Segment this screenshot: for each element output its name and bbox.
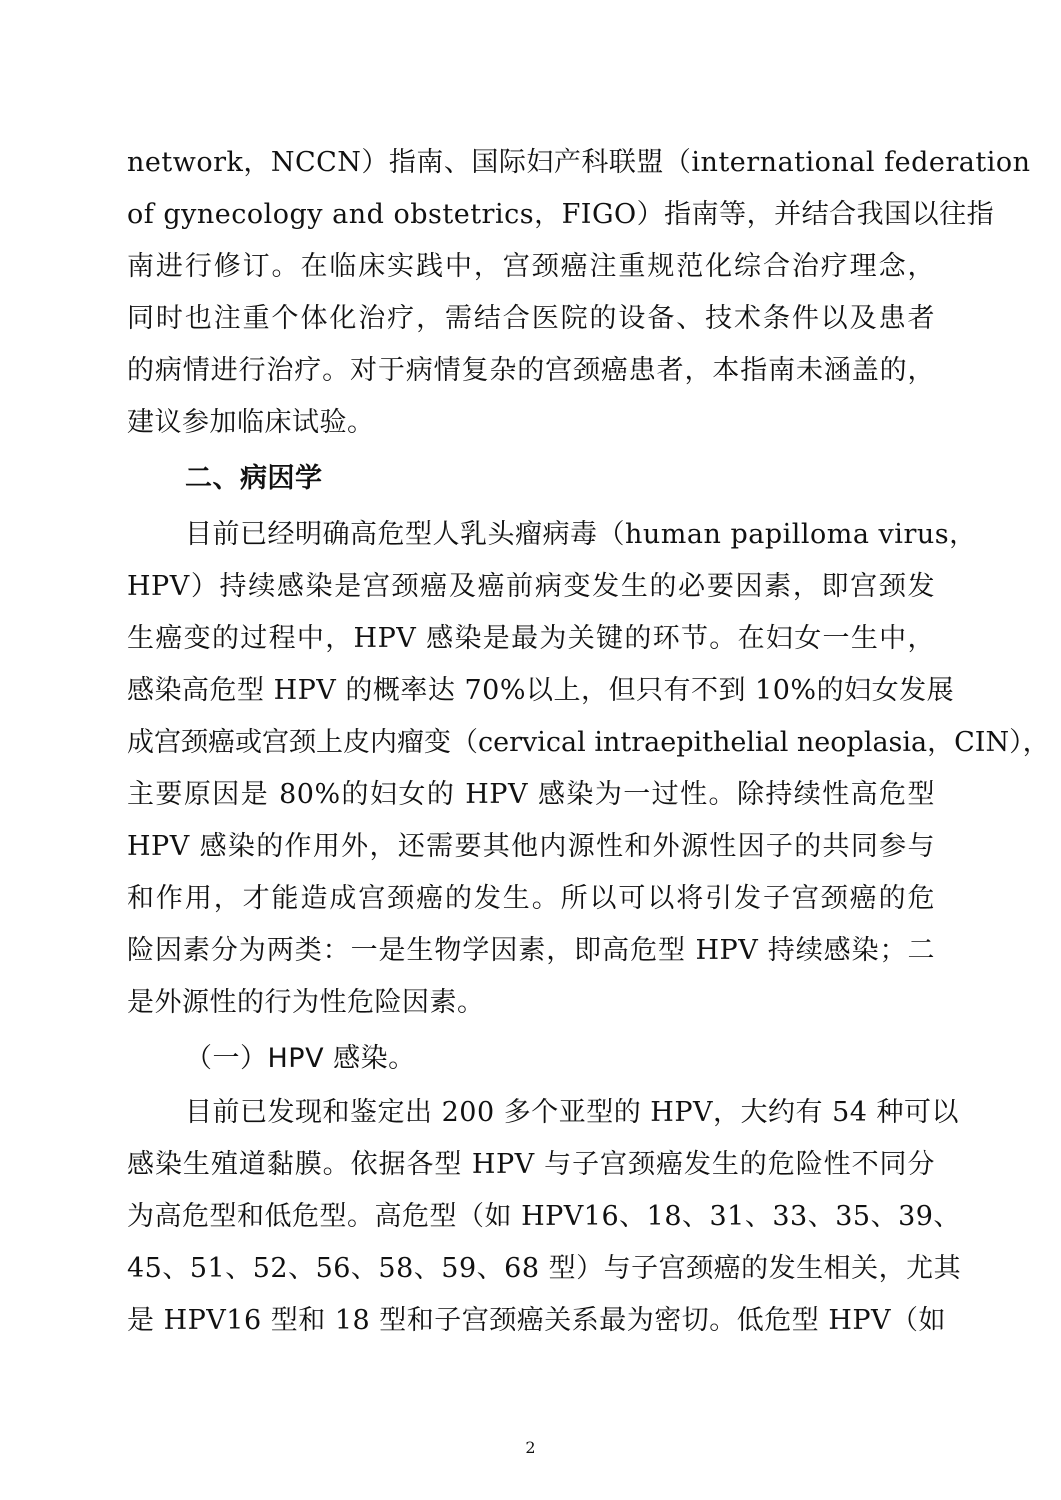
text-line-6: 建议参加临床试验。	[127, 407, 375, 438]
text-line-17: 是外源性的行为性危险因素。	[127, 987, 485, 1018]
text-line-10: 生癌变的过程中，HPV 感染是最为关键的环节。在妇女一生中，	[127, 623, 935, 654]
text-line-19: 目前已发现和鉴定出 200 多个亚型的 HPV，大约有 54 种可以	[185, 1097, 960, 1128]
text-line-1: network，NCCN）指南、国际妇产科联盟（international federation	[127, 147, 1031, 178]
text-line-15: 和作用，才能造成宫颈癌的发生。所以可以将引发子宫颈癌的危	[127, 883, 935, 914]
text-line-2: of gynecology and obstetrics，FIGO）指南等，并结合我国以往指	[127, 199, 995, 230]
text-line-12: 成宫颈癌或宫颈上皮内瘤变（cervical intraepithelial neoplasia，CIN），	[127, 727, 1050, 758]
text-line-9: HPV）持续感染是宫颈癌及癌前病变发生的必要因素，即宫颈发	[127, 571, 935, 602]
text-line-16: 险因素分为两类：一是生物学因素，即高危型 HPV 持续感染；二	[127, 935, 935, 966]
text-line-14: HPV 感染的作用外，还需要其他内源性和外源性因子的共同参与	[127, 831, 935, 862]
text-line-4: 同时也注重个体化治疗，需结合医院的设备、技术条件以及患者	[127, 303, 935, 334]
text-line-21: 为高危型和低危型。高危型（如 HPV16、18、31、33、35、39、	[127, 1201, 961, 1232]
text-line-23: 是 HPV16 型和 18 型和子宫颈癌关系最为密切。低危型 HPV（如	[127, 1305, 947, 1336]
text-line-13: 主要原因是 80%的妇女的 HPV 感染为一过性。除持续性高危型	[127, 779, 935, 810]
text-line-5: 的病情进行治疗。对于病情复杂的宫颈癌患者，本指南未涵盖的，	[127, 355, 935, 386]
text-line-8: 目前已经明确高危型人乳头瘤病毒（human papilloma virus，	[185, 519, 977, 550]
text-line-20: 感染生殖道黏膜。依据各型 HPV 与子宫颈癌发生的危险性不同分	[127, 1149, 935, 1180]
text-line-22: 45、51、52、56、58、59、68 型）与子宫颈癌的发生相关，尤其	[127, 1253, 962, 1284]
subsection-heading-hpv: （一）HPV 感染。	[185, 1043, 416, 1074]
text-line-3: 南进行修订。在临床实践中，宫颈癌注重规范化综合治疗理念，	[127, 251, 935, 282]
page-number: 2	[525, 1438, 536, 1457]
section-heading-etiology: 二、病因学	[185, 463, 323, 494]
text-line-11: 感染高危型 HPV 的概率达 70%以上，但只有不到 10%的妇女发展	[127, 675, 955, 706]
